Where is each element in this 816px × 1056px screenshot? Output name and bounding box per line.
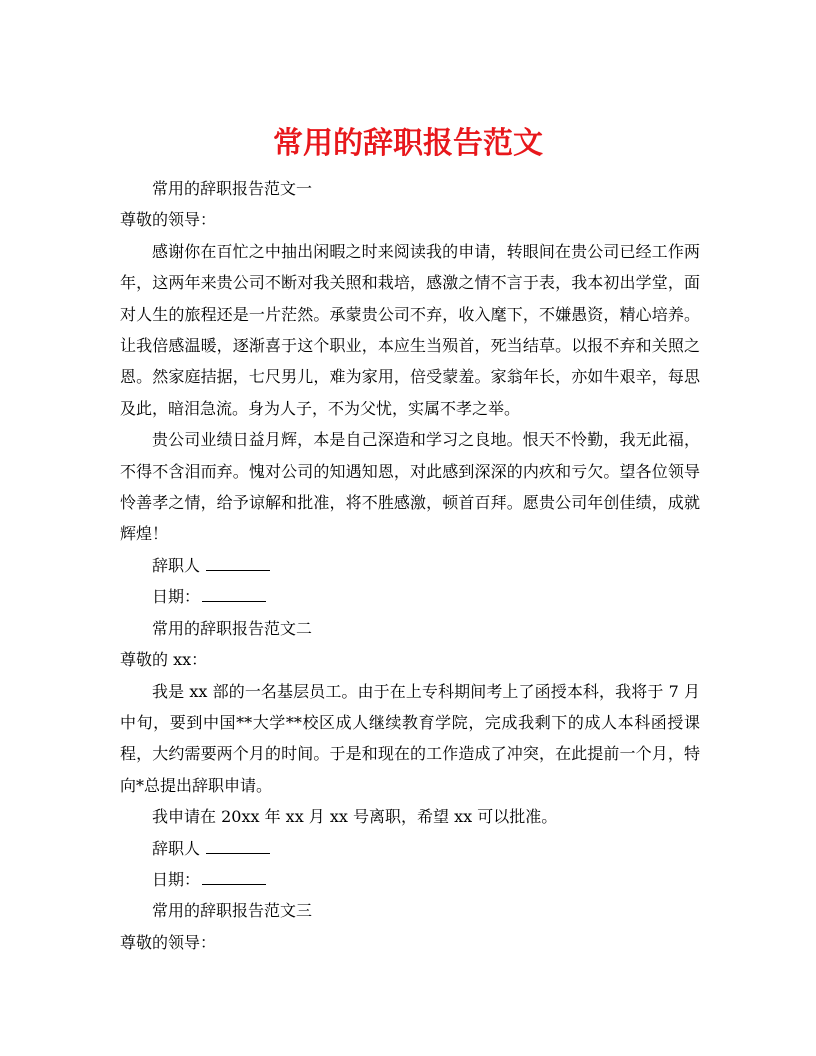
signer-label: 辞职人 (152, 838, 201, 858)
section-1-paragraph-2: 贵公司业绩日益月辉，本是自己深造和学习之良地。恨天不怜勤，我无此福，不得不含泪而弃。愧对公司的知遇知恩，对此感到深深的内疚和亏欠。望各位领导怜善孝之情，给予谅解和批准，将不胜感激，顿首百拜。愿贵公司年创佳绩，成就辉煌！ (120, 430, 700, 544)
signer-blank (206, 837, 270, 854)
section-2-paragraph-2: 我申请在 20xx 年 xx 月 xx 号离职，希望 xx 可以批准。 (152, 807, 558, 827)
document-title: 常用的辞职报告范文 (273, 126, 543, 162)
document-body (120, 173, 700, 958)
section-2-paragraph-1: 我是 xx 部的一名基层员工。由于在上专科期间考上了函授本科，我将于 7 月中旬，要到中国**大学**校区成人继续教育学院，完成我剩下的成人本科函授课程，大约需要两个月的时间。于是和现在的工作造成了冲突，在此提前一个月，特向*总提出辞职申请。 (120, 681, 700, 795)
section-1-heading: 常用的辞职报告范文一 (152, 179, 313, 198)
section-1-salutation: 尊敬的领导： (120, 210, 217, 230)
date-label: 日期： (152, 869, 201, 889)
date-blank (202, 585, 266, 602)
section-2-signer-line (120, 833, 700, 864)
section-3-salutation: 尊敬的领导： (120, 932, 217, 952)
section-1-date-line (120, 581, 700, 612)
date-blank (202, 868, 266, 885)
section-1-signer-line (120, 550, 700, 581)
section-2-date-line (120, 864, 700, 895)
section-3-heading: 常用的辞职报告范文三 (152, 901, 313, 921)
section-2-salutation: 尊敬的 xx： (120, 650, 208, 670)
section-1-paragraph-1: 感谢你在百忙之中抽出闲暇之时来阅读我的申请，转眼间在贵公司已经工作两年，这两年来贵公司不断对我关照和栽培，感激之情不言于表，我本初出学堂，面对人生的旅程还是一片茫然。承蒙贵公司不弃，收入麾下，不嫌愚资，精心培养。让我倍感温暖，逐渐喜于这个职业，本应生当殒首，死当结草。以报不弃和关照之恩。然家庭拮据，七尺男儿，难为家用，倍受蒙羞。家翁年长，亦如牛艰辛，每思及此，暗泪急流。身为人子，不为父忧，实属不孝之举。 (120, 241, 700, 418)
date-label: 日期： (152, 587, 201, 607)
signer-blank (206, 554, 270, 571)
section-2-heading: 常用的辞职报告范文二 (152, 618, 313, 638)
signer-label: 辞职人 (152, 555, 201, 575)
